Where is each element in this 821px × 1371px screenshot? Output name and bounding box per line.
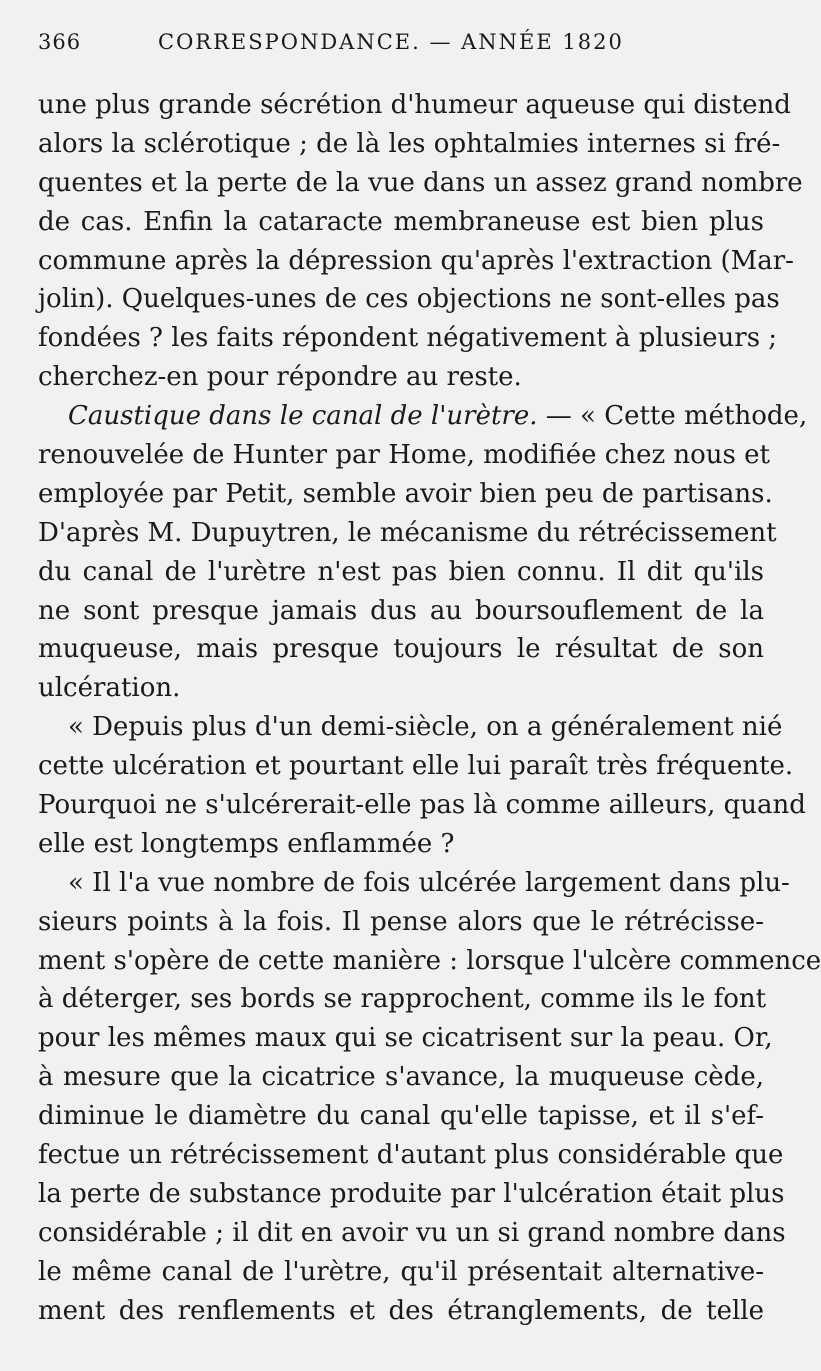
section-heading-line xyxy=(38,397,808,436)
text-line: renouvelée de Hunter par Home, modifiée chez nous et xyxy=(38,440,770,471)
text-line: pour les mêmes maux qui se cicatrisent sur la peau. Or, xyxy=(38,1023,773,1054)
text-line: muqueuse, mais presque toujours le résultat de son xyxy=(38,634,764,665)
body-text xyxy=(38,86,821,1331)
text-line: fectue un rétrécissement d'autant plus considérable que xyxy=(38,1140,784,1171)
text-line: « Depuis plus d'un demi-siècle, on a généralement nié xyxy=(68,712,783,743)
text-line: à déterger, ses bords se rapprochent, comme ils le font xyxy=(38,984,767,1015)
text-line: ment s'opère de cette manière : lorsque l'ulcère commence xyxy=(38,945,821,976)
text-line: considérable ; il dit en avoir vu un si grand nombre dans xyxy=(38,1217,786,1248)
text-line: fondées ? les faits répondent négativement à plusieurs ; xyxy=(38,323,778,354)
text-line: quentes et la perte de la vue dans un assez grand nombre xyxy=(38,167,803,198)
running-title: CORRESPONDANCE. — ANNÉE 1820 xyxy=(158,30,624,54)
text-line: alors la sclérotique ; de là les ophtalmies internes si fré- xyxy=(38,128,781,159)
text-line: elle est longtemps enflammée ? xyxy=(38,828,455,859)
page-number: 366 xyxy=(38,30,82,54)
text-line: ne sont presque jamais dus au boursouflement de la xyxy=(38,595,764,626)
text-line: une plus grande sécrétion d'humeur aqueuse qui distend xyxy=(38,90,791,120)
text-line: à mesure que la cicatrice s'avance, la muqueuse cède, xyxy=(38,1062,764,1093)
text-line: le même canal de l'urètre, qu'il présentait alternative- xyxy=(38,1256,764,1287)
text-line: ulcération. xyxy=(38,673,181,704)
text-line: sieurs points à la fois. Il pense alors que le rétrécisse- xyxy=(38,906,764,937)
section-heading-continuation: — « Cette méthode, xyxy=(537,401,808,432)
text-line: cherchez-en pour répondre au reste. xyxy=(38,362,522,393)
text-line: la perte de substance produite par l'ulcération était plus xyxy=(38,1178,785,1209)
text-line: jolin). Quelques-unes de ces objections ne sont-elles pas xyxy=(38,284,780,315)
text-line: « Il l'a vue nombre de fois ulcérée largement dans plu- xyxy=(68,867,790,898)
text-line: du canal de l'urètre n'est pas bien connu. Il dit qu'ils xyxy=(38,556,764,587)
text-line: de cas. Enfin la cataracte membraneuse est bien plus xyxy=(38,206,764,237)
text-line: commune après la dépression qu'après l'extraction (Mar- xyxy=(38,245,794,276)
running-head xyxy=(38,30,764,70)
text-line: cette ulcération et pourtant elle lui paraît très fréquente. xyxy=(38,751,794,782)
text-line: diminue le diamètre du canal qu'elle tapisse, et il s'ef- xyxy=(38,1101,764,1132)
text-line: ment des renflements et des étranglements, de telle xyxy=(38,1295,764,1326)
section-heading: Caustique dans le canal de l'urètre. xyxy=(68,401,538,432)
text-line: employée par Petit, semble avoir bien peu de partisans. xyxy=(38,478,773,509)
text-line: D'après M. Dupuytren, le mécanisme du rétrécissement xyxy=(38,517,777,548)
text-line: Pourquoi ne s'ulcérerait-elle pas là comme ailleurs, quand xyxy=(38,790,806,821)
